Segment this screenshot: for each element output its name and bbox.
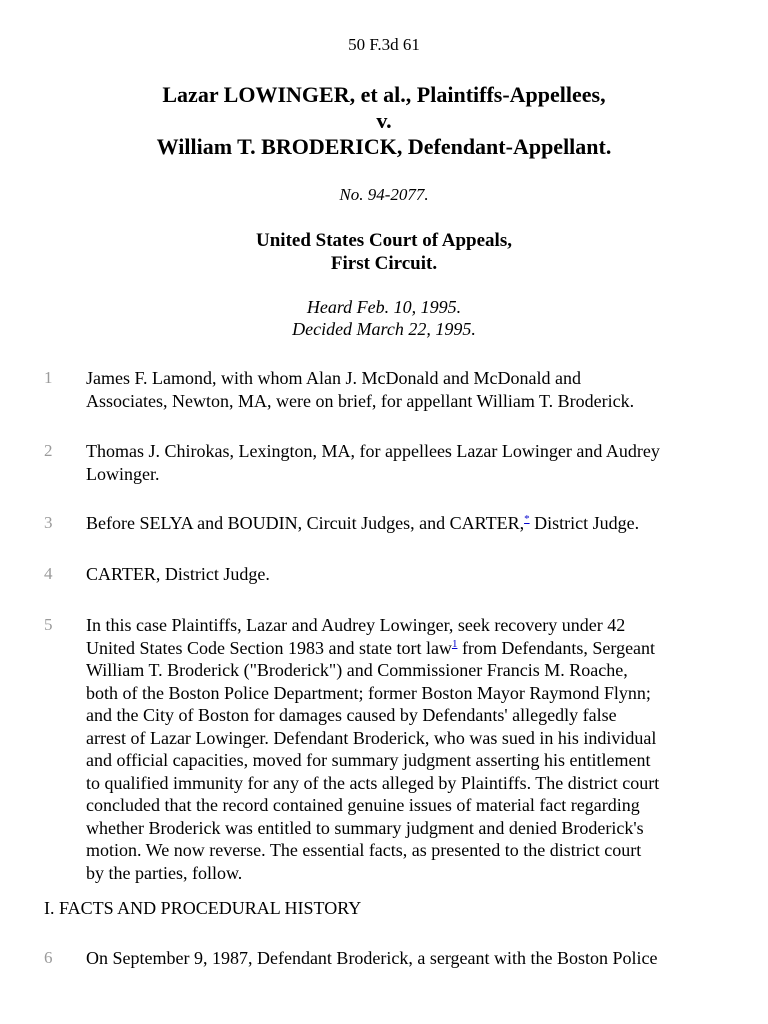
judges-text: Before SELYA and BOUDIN, Circuit Judges, and CARTER,	[86, 513, 525, 533]
case-dates	[0, 296, 768, 340]
paragraph-number: 5	[44, 615, 53, 634]
defendant-line: William T. BRODERICK, Defendant-Appellant.	[156, 134, 612, 159]
paragraph-number: 1	[44, 368, 53, 387]
paragraph-line: Associates, Newton, MA, were on brief, for appellant William T. Broderick.	[86, 390, 635, 411]
paragraph-text	[86, 512, 731, 535]
paragraph-number: 2	[44, 441, 53, 460]
paragraph-line: William T. Broderick ("Broderick") and Commissioner Francis M. Roache,	[86, 660, 628, 680]
paragraph-text	[86, 947, 731, 970]
court-name	[0, 229, 768, 275]
footnote-star-link[interactable]: *	[524, 513, 530, 525]
case-parties	[0, 82, 768, 160]
paragraph-number: 3	[44, 513, 53, 532]
paragraph-line: CARTER, District Judge.	[86, 564, 270, 584]
court-line-2: First Circuit.	[330, 253, 438, 274]
heard-date: Heard Feb. 10, 1995.	[306, 297, 462, 317]
versus-line: v.	[376, 108, 392, 133]
court-line-1: United States Court of Appeals,	[256, 230, 512, 251]
paragraph-text	[86, 614, 731, 884]
paragraph-text	[86, 440, 731, 485]
plaintiffs-line: Lazar LOWINGER, et al., Plaintiffs-Appellees,	[162, 82, 606, 107]
paragraph-line: James F. Lamond, with whom Alan J. McDonald and McDonald and	[86, 368, 581, 388]
paragraph-line: concluded that the record contained genuine issues of material fact regarding	[86, 795, 640, 815]
docket-number: No. 94-2077.	[339, 185, 429, 204]
paragraph-number: 4	[44, 564, 53, 583]
paragraph-line: and official capacities, moved for summary judgment asserting his entitlement	[86, 750, 651, 770]
paragraph-line: by the parties, follow.	[86, 862, 243, 883]
paragraph-line: Thomas J. Chirokas, Lexington, MA, for appellees Lazar Lowinger and Audrey	[86, 441, 660, 461]
line-text: from Defendants, Sergeant	[457, 637, 656, 658]
paragraph-line: Lowinger.	[86, 463, 160, 484]
paragraph-line: to qualified immunity for any of the acts alleged by Plaintiffs. The district court	[86, 772, 660, 793]
paragraph-line: motion. We now reverse. The essential facts, as presented to the district court	[86, 840, 642, 860]
paragraph-text	[86, 563, 731, 586]
section-heading: I. FACTS AND PROCEDURAL HISTORY	[44, 898, 362, 918]
paragraph-line: In this case Plaintiffs, Lazar and Audrey Lowinger, seek recovery under 42	[86, 615, 626, 635]
line-text: United States Code Section 1983 and state tort law	[86, 637, 452, 658]
paragraph-line	[86, 637, 731, 660]
paragraph-text	[86, 367, 731, 412]
paragraph-line: both of the Boston Police Department; former Boston Mayor Raymond Flynn;	[86, 682, 651, 703]
paragraph-line	[86, 512, 731, 535]
decided-date: Decided March 22, 1995.	[292, 319, 476, 339]
citation: 50 F.3d 61	[348, 35, 420, 54]
paragraph-line: whether Broderick was entitled to summary judgment and denied Broderick's	[86, 817, 644, 838]
paragraph-line: and the City of Boston for damages caused by Defendants' allegedly false	[86, 705, 617, 725]
paragraph-line: arrest of Lazar Lowinger. Defendant Broderick, who was sued in his individual	[86, 727, 657, 748]
judge-title-text: District Judge.	[529, 513, 640, 533]
footnote-1-link[interactable]: 1	[451, 637, 458, 650]
paragraph-line: On September 9, 1987, Defendant Broderick, a sergeant with the Boston Police	[86, 948, 658, 968]
paragraph-number: 6	[44, 948, 53, 967]
